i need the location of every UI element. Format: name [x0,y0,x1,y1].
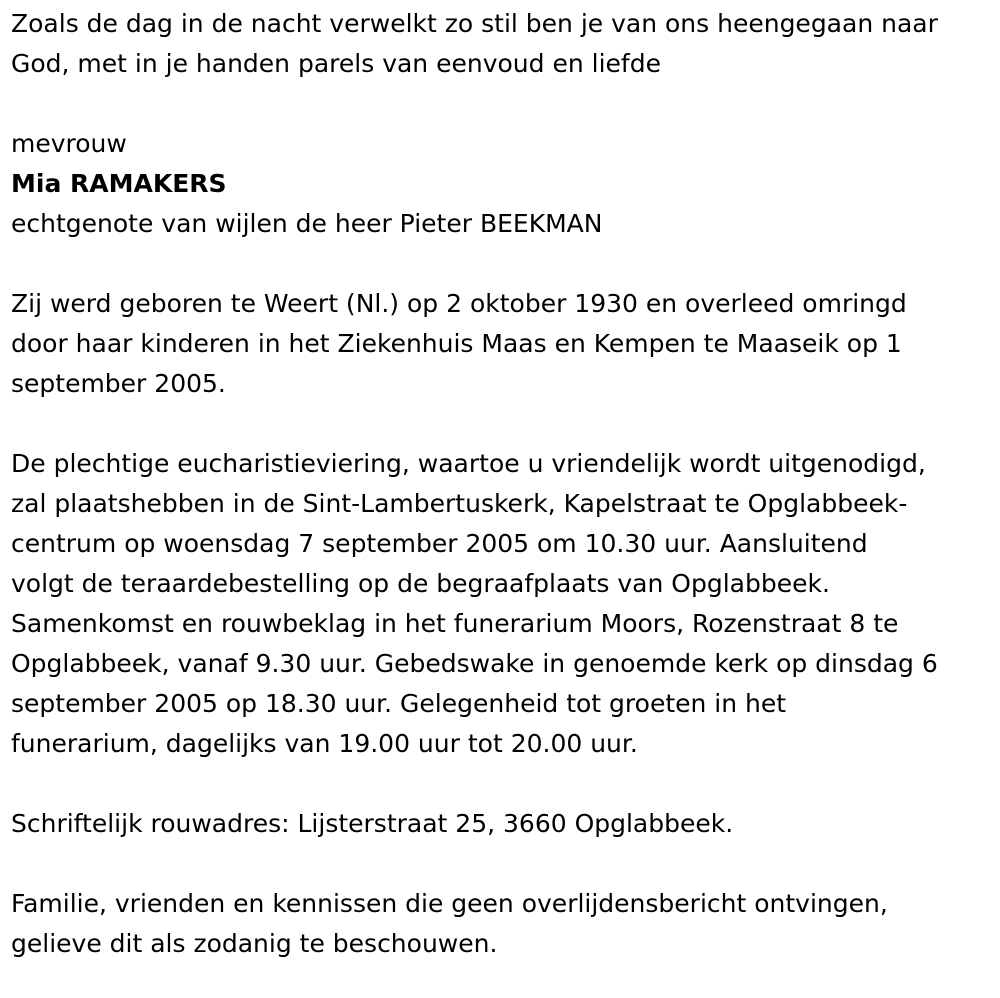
closing-paragraph [11,884,993,964]
spacer [11,764,993,804]
birth-death-line: september 2005. [11,369,226,398]
ceremony-line: Samenkomst en rouwbeklag in het funerarium Moors, Rozenstraat 8 te [11,609,899,638]
birth-death-line: door haar kinderen in het Ziekenhuis Maas en Kempen te Maaseik op 1 [11,329,902,358]
birth-death-line: Zij werd geboren te Weert (Nl.) op 2 oktober 1930 en overleed omringd [11,289,907,318]
closing-line: gelieve dit als zodanig te beschouwen. [11,929,498,958]
address-paragraph [11,804,993,844]
death-notice [11,4,993,964]
motto-line: God, met in je handen parels van eenvoud en liefde [11,49,661,78]
spacer [11,84,993,124]
spacer [11,244,993,284]
ceremony-line: zal plaatshebben in de Sint-Lambertuskerk, Kapelstraat te Opglabbeek- [11,489,908,518]
spacer [11,844,993,884]
spouse-text: echtgenote van wijlen de heer Pieter BEEKMAN [11,209,603,238]
ceremony-line: Opglabbeek, vanaf 9.30 uur. Gebedswake in genoemde kerk op dinsdag 6 [11,649,938,678]
ceremony-line: volgt de teraardebestelling op de begraafplaats van Opglabbeek. [11,569,830,598]
deceased-name-line [11,164,993,204]
title-line [11,124,993,164]
spouse-line [11,204,993,244]
ceremony-line: september 2005 op 18.30 uur. Gelegenheid tot groeten in het [11,689,787,718]
ceremony-line: De plechtige eucharistieviering, waartoe u vriendelijk wordt uitgenodigd, [11,449,926,478]
motto-paragraph [11,4,993,84]
ceremony-paragraph [11,444,993,764]
honorific: mevrouw [11,129,127,158]
motto-line: Zoals de dag in de nacht verwelkt zo stil ben je van ons heengegaan naar [11,9,938,38]
spacer [11,404,993,444]
deceased-name: Mia RAMAKERS [11,169,227,198]
ceremony-line: centrum op woensdag 7 september 2005 om 10.30 uur. Aansluitend [11,529,868,558]
closing-line: Familie, vrienden en kennissen die geen overlijdensbericht ontvingen, [11,889,888,918]
mourning-address: Schriftelijk rouwadres: Lijsterstraat 25, 3660 Opglabbeek. [11,809,734,838]
birth-death-paragraph [11,284,993,404]
ceremony-line: funerarium, dagelijks van 19.00 uur tot 20.00 uur. [11,729,638,758]
